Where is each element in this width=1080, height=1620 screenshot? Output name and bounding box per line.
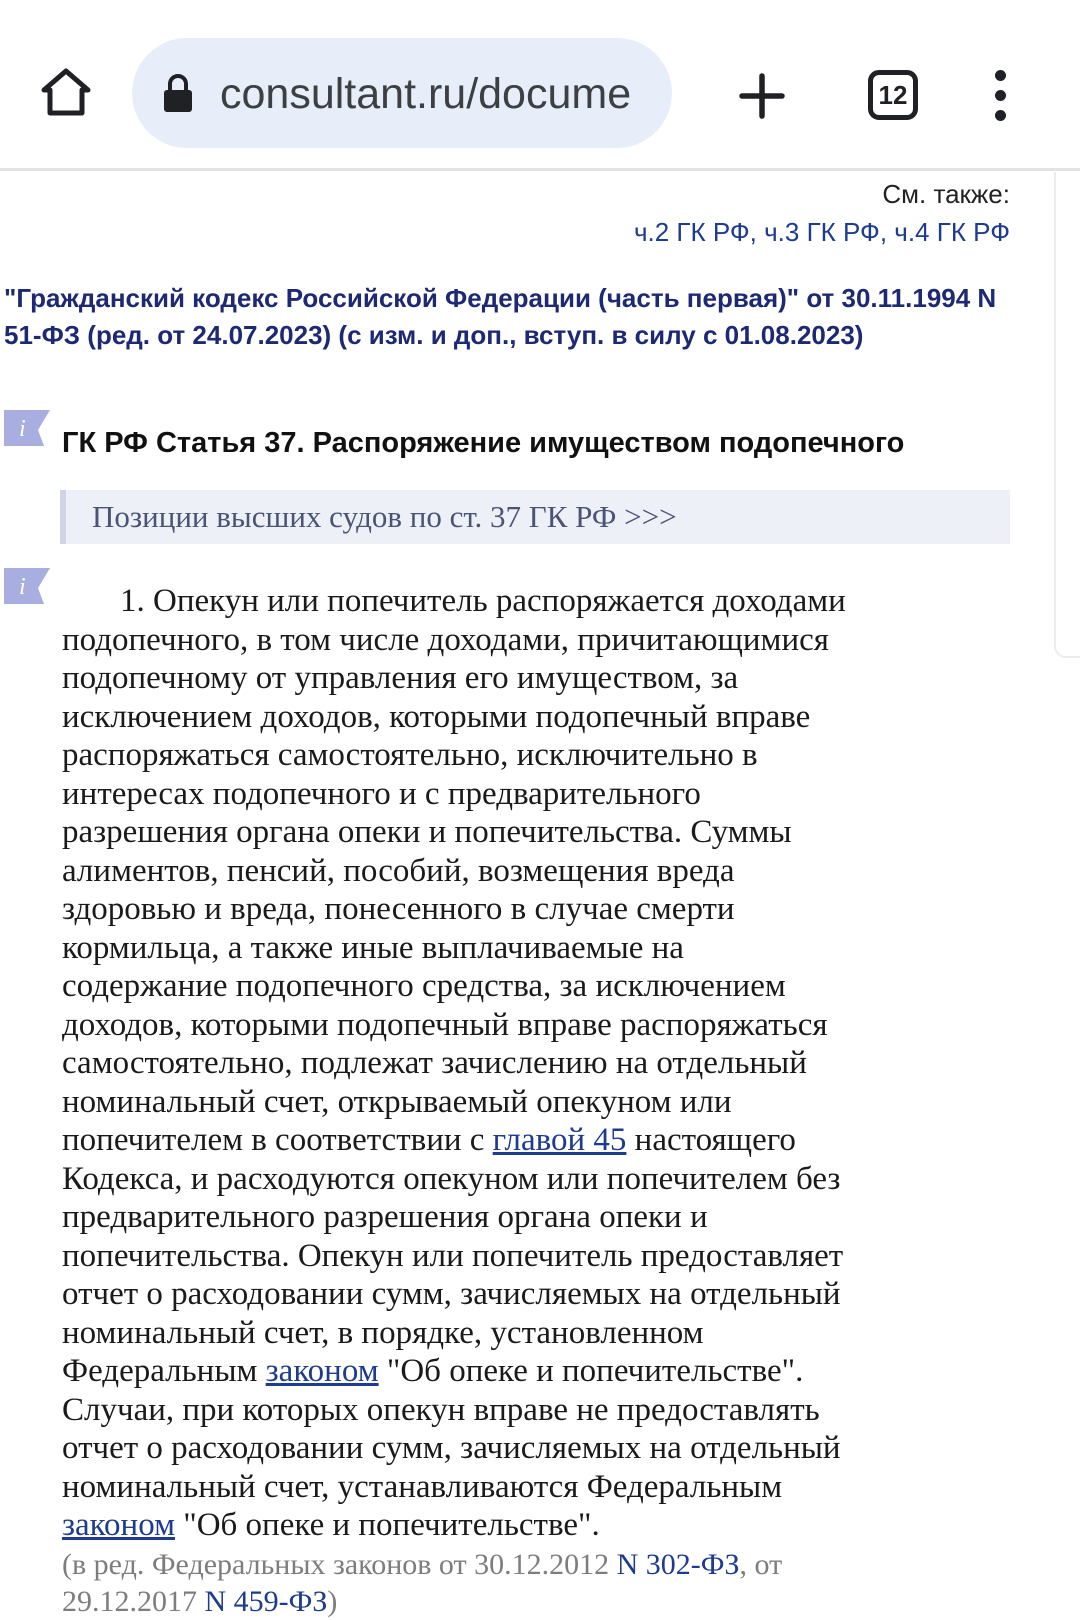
info-icon[interactable] xyxy=(4,566,56,606)
law-302-link[interactable]: N 302-ФЗ xyxy=(616,1548,740,1581)
url-text: consultant.ru/docume xyxy=(220,70,632,118)
paragraph-line: подопечному от управления его имуществом, за xyxy=(62,660,739,696)
see-also-block xyxy=(634,176,1010,252)
edition-note-text: , от xyxy=(739,1548,783,1581)
svg-text:i: i xyxy=(19,416,26,442)
browser-toolbar xyxy=(0,0,1080,170)
info-icon[interactable] xyxy=(4,408,56,448)
paragraph-line: содержание подопечного средства, за исключением xyxy=(62,968,786,1004)
paragraph-line: самостоятельно, подлежат зачислению на отдельный xyxy=(62,1045,807,1081)
home-button[interactable] xyxy=(40,66,92,118)
chapter-45-link[interactable]: главой 45 xyxy=(492,1122,627,1158)
address-bar[interactable] xyxy=(132,38,672,148)
paragraph-line: интересах подопечного и с предварительного xyxy=(62,775,701,812)
paragraph-line: алиментов, пенсий, пособий, возмещения вреда xyxy=(62,852,735,889)
edition-note xyxy=(62,1546,1072,1620)
link-gk-part2[interactable]: ч.2 ГК РФ xyxy=(633,217,750,247)
tab-switcher-button[interactable]: 12 xyxy=(868,70,918,120)
see-also-label: См. также: xyxy=(882,179,1010,209)
paragraph-line: номинальный счет, открываемый опекуном или xyxy=(62,1083,732,1120)
paragraph-text: "Об опеке и попечительстве". xyxy=(378,1353,804,1389)
document-title[interactable] xyxy=(4,280,1004,354)
paragraph-line xyxy=(62,1121,1072,1160)
edition-note-line xyxy=(62,1546,1072,1583)
paragraph-line: доходов, которыми подопечный вправе распоряжаться xyxy=(62,1006,828,1043)
edition-note-text: 29.12.2017 xyxy=(62,1585,205,1618)
paragraph-line: предварительного разрешения органа опеки и xyxy=(62,1199,708,1235)
federal-law-link[interactable]: законом xyxy=(62,1507,175,1543)
paragraph-text: "Об опеке и попечительстве". xyxy=(174,1507,600,1543)
paragraph-line: кормильца, а также иные выплачиваемые на xyxy=(62,929,684,966)
see-also-links xyxy=(634,212,1010,252)
link-separator: , xyxy=(749,217,765,247)
paragraph-text: Федеральным xyxy=(62,1353,266,1389)
document-title-line: "Гражданский кодекс Российской Федерации (часть первая)" от 30.11.1994 N xyxy=(4,283,997,313)
paragraph-line: номинальный счет, в порядке, установленном xyxy=(62,1314,704,1351)
paragraph-line: распоряжаться самостоятельно, исключительно в xyxy=(62,737,758,773)
paragraph-line: номинальный счет, устанавливаются Федеральным xyxy=(62,1468,783,1505)
courts-positions-box[interactable] xyxy=(60,490,1010,544)
paragraph-line: отчет о расходовании сумм, зачисляемых на отдельный xyxy=(62,1276,841,1312)
paragraph-line: Случаи, при которых опекун вправе не предоставлять xyxy=(62,1391,820,1428)
article-paragraph-1 xyxy=(62,582,1072,1545)
paragraph-line: Кодекса, и расходуются опекуном или попечителем без xyxy=(62,1160,841,1197)
link-gk-part3[interactable]: ч.3 ГК РФ xyxy=(764,217,880,247)
federal-law-link[interactable]: законом xyxy=(265,1353,379,1389)
more-vert-icon[interactable] xyxy=(990,70,1010,122)
link-gk-part4[interactable]: ч.4 ГК РФ xyxy=(894,217,1010,247)
new-tab-button[interactable] xyxy=(738,72,786,120)
paragraph-text: попечителем в соответствии с xyxy=(62,1122,493,1158)
edition-note-text: ) xyxy=(327,1585,338,1618)
home-icon xyxy=(40,66,92,118)
paragraph-line: отчет о расходовании сумм, зачисляемых на отдельный xyxy=(62,1430,841,1466)
courts-positions-link[interactable]: Позиции высших судов по ст. 37 ГК РФ >>> xyxy=(92,499,677,534)
paragraph-text: настоящего xyxy=(626,1122,796,1158)
article-heading: ГК РФ Статья 37. Распоряжение имуществом подопечного xyxy=(62,427,905,459)
paragraph-line: разрешения органа опеки и попечительства. Суммы xyxy=(62,814,792,850)
link-separator: , xyxy=(879,217,895,247)
paragraph-line xyxy=(62,1352,1072,1391)
paragraph-line: попечительства. Опекун или попечитель предоставляет xyxy=(62,1237,844,1274)
document-title-line: 51-ФЗ (ред. от 24.07.2023) (с изм. и доп., вступ. в силу с 01.08.2023) xyxy=(4,320,864,350)
paragraph-line: исключением доходов, которыми подопечный вправе xyxy=(62,698,811,735)
paragraph-line xyxy=(62,1506,1072,1545)
toolbar-divider xyxy=(0,168,1080,171)
plus-icon xyxy=(738,72,786,120)
paragraph-line: здоровью и вреда, понесенного в случае смерти xyxy=(62,891,735,927)
law-459-link[interactable]: N 459-ФЗ xyxy=(204,1585,328,1618)
edition-note-text: (в ред. Федеральных законов от 30.12.2012 xyxy=(62,1548,617,1581)
paragraph-line: 1. Опекун или попечитель распоряжается доходами xyxy=(120,583,846,619)
svg-text:i: i xyxy=(19,574,26,600)
paragraph-line: подопечного, в том числе доходами, причитающимися xyxy=(62,621,829,658)
lock-icon xyxy=(162,72,194,114)
edition-note-line xyxy=(62,1583,1072,1620)
